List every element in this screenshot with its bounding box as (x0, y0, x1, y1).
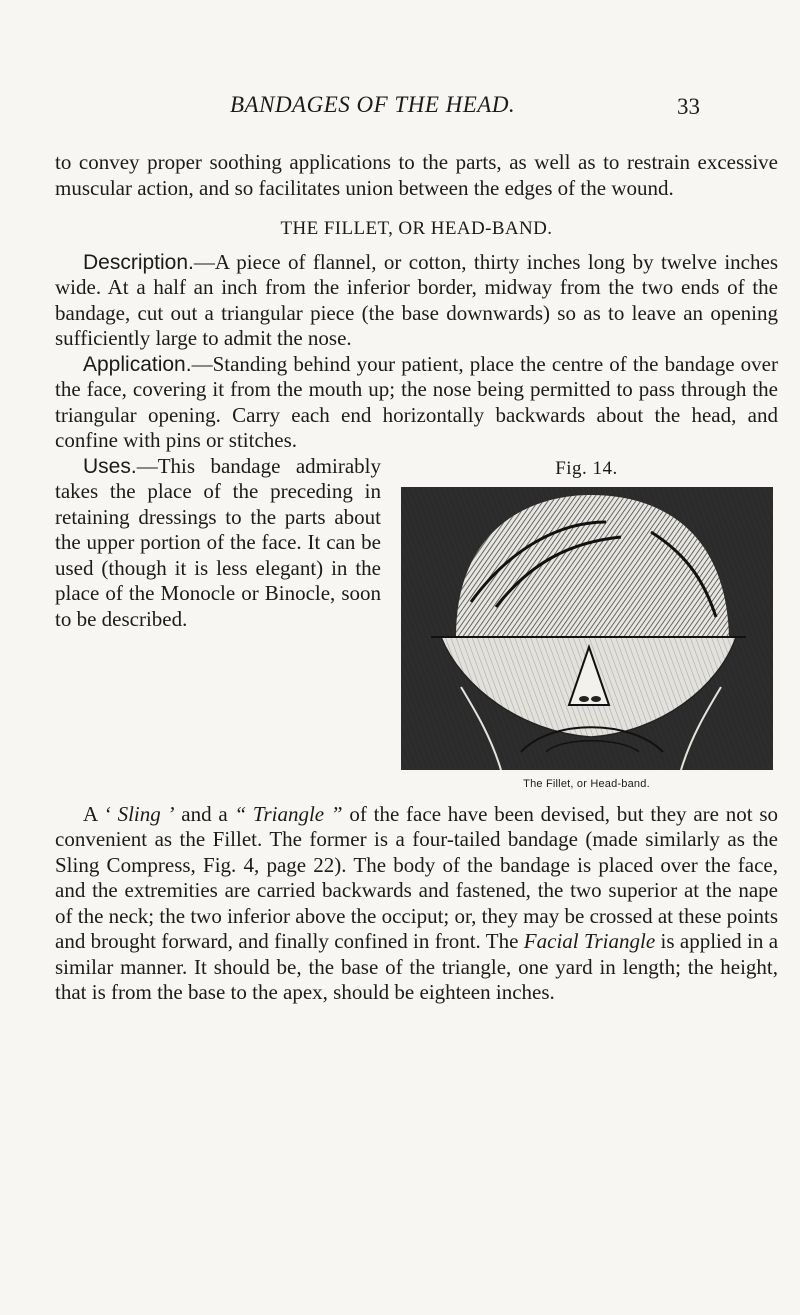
final-a: A (83, 801, 98, 826)
description-text: —A piece of flannel, or cotton, thirty inches long by twelve inches wide. At a half an inch from the inferior border, midway from the two ends of the bandage, cut out a triangular piece (the base downwards) so as to leave an opening sufficiently large to admit the nose. (55, 249, 778, 350)
figure-label: Fig. 14. (555, 457, 618, 479)
triangle-term: “ Triangle ” (234, 801, 343, 826)
final-and-a: and a (181, 801, 228, 826)
page-header (230, 92, 700, 132)
sling-term: ‘ Sling ’ (103, 801, 175, 826)
uses-label: Uses. (83, 454, 137, 478)
facial-triangle-term: Facial Triangle (523, 929, 656, 953)
description-paragraph (55, 250, 778, 352)
application-text: —Standing behind your patient, place the centre of the bandage over the face, covering it from the mouth up; the nose being permitted to pass through the triangular opening. Carry each end horizontally backwards about the head, and confine with pins or stitches. (55, 351, 778, 452)
intro-paragraph: to convey proper soothing applications to the parts, as well as to restrain excessive muscular action, and so facilitates union between the edges of the wound. (55, 150, 778, 200)
final-text-1: of the face have been devised, but they are not so convenient as the Fillet. The former is a four-tailed bandage (made similarly as the Sling Compress, Fig. 4, page 22). The body of the bandage is placed over the face, and the extremities are carried backwards and fastened, the two superior at the nape of the neck; the two inferior above the occiput; or, they may be crossed at these points and brought forward, and finally confined in front. The (55, 801, 779, 953)
section-title: THE FILLET, OR HEAD-BAND. (280, 218, 553, 239)
application-label: Application. (83, 352, 192, 376)
figure-caption: The Fillet, or Head-band. (523, 778, 650, 790)
uses-text: —This bandage admirably takes the place of the preceding in retaining dressings to the parts about the upper portion of the face. It can be used (though it is less elegant) in the place of the Monocle or Binocle, soon to be described. (55, 453, 381, 631)
application-paragraph (55, 352, 778, 454)
figure-14 (395, 456, 778, 798)
description-label: Description. (83, 250, 194, 274)
final-text-2: is applied in a similar manner. It should be, the base of the triangle, one yard in length; the height, that is from the base to the apex, should be eighteen inches. (55, 929, 779, 1004)
fillet-illustration (401, 487, 773, 770)
final-paragraph (55, 802, 778, 1006)
page-body (55, 150, 778, 1006)
page-number: 33 (677, 94, 700, 119)
running-head: BANDAGES OF THE HEAD. (230, 92, 516, 117)
